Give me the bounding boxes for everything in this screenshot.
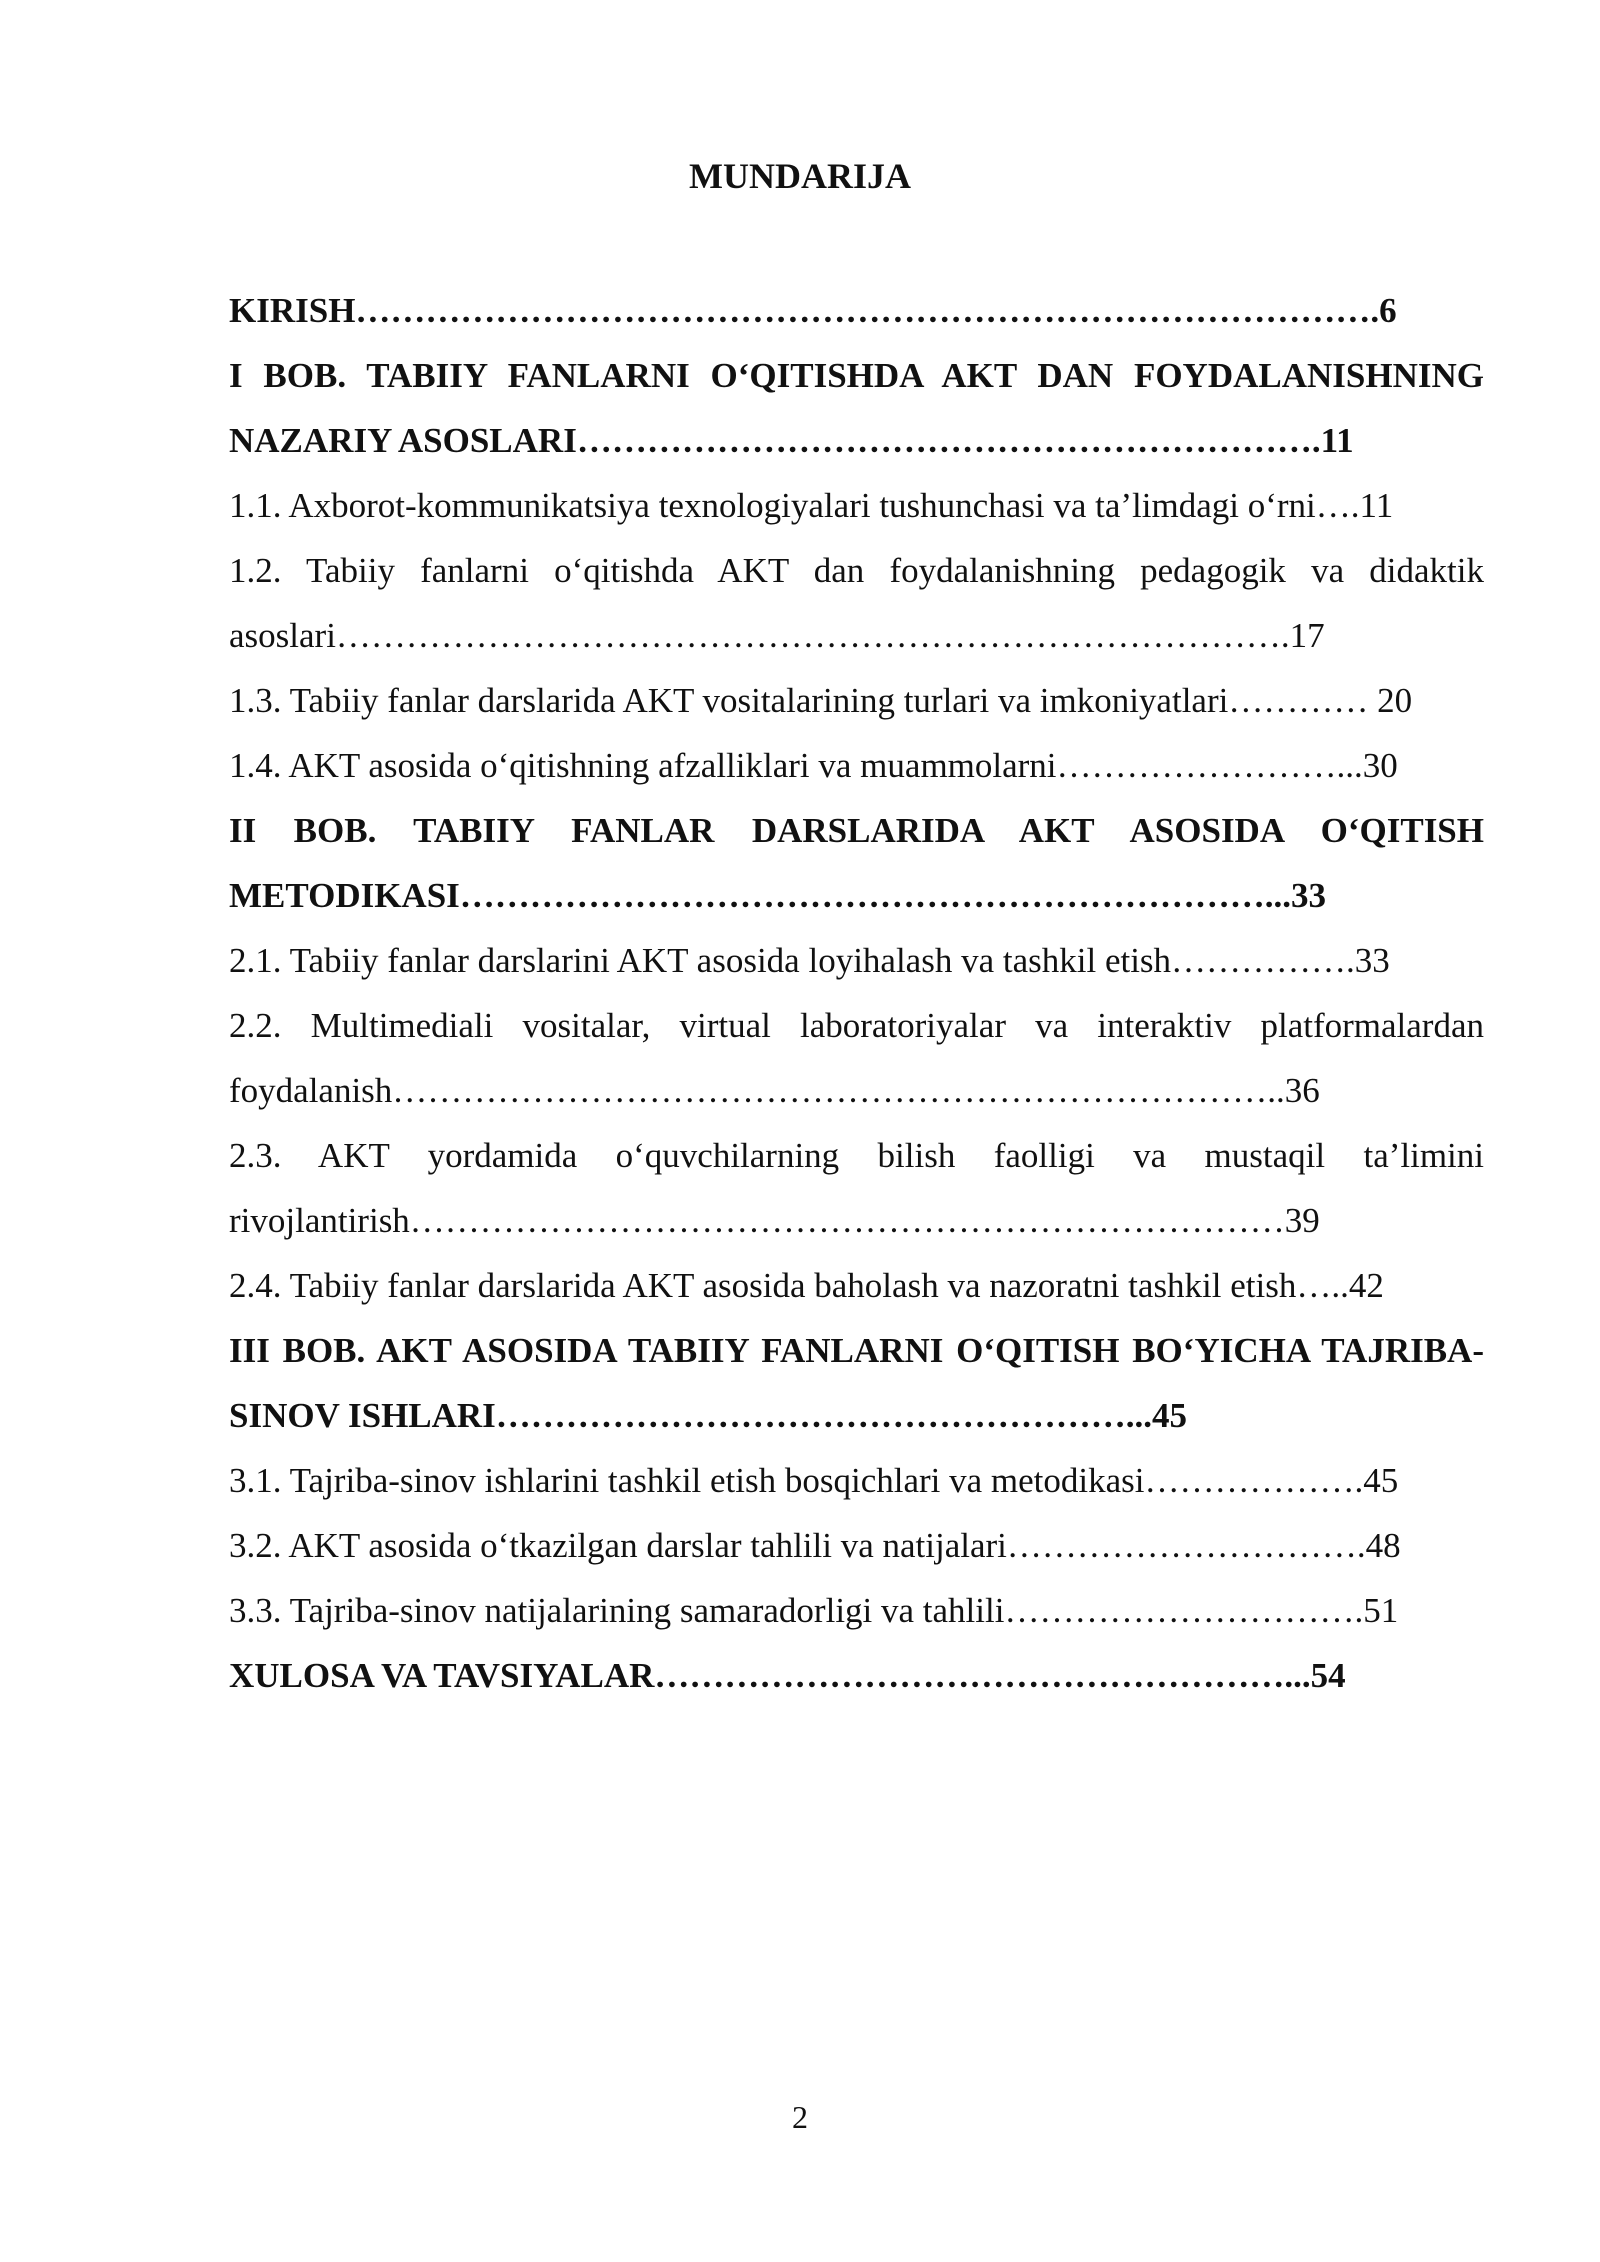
toc-entry-2-4: 2.4. Tabiiy fanlar darslarida AKT asosida baholash va nazoratni tashkil etish…..42 — [229, 1266, 1384, 1305]
toc-entry-3-2: 3.2. AKT asosida o‘tkazilgan darslar tahlili va natijalari………………………….48 — [229, 1526, 1401, 1565]
toc-entry-2-1: 2.1. Tabiiy fanlar darslarini AKT asosida loyihalash va tashkil etish…………….33 — [229, 941, 1390, 980]
toc-entry-1-2: 1.2. Tabiiy fanlarni o‘qitishda AKT dan foydalanishning pedagogik va didaktik asoslari……………………………………………………………………….17 — [229, 551, 1484, 655]
table-of-contents — [229, 278, 1484, 1708]
toc-entry-2-2: 2.2. Multimediali vositalar, virtual laboratoriyalar va interaktiv platformalardan foydalanish…………………………………………………………………..36 — [229, 1006, 1484, 1110]
toc-entry-3-3: 3.3. Tajriba-sinov natijalarining samaradorligi va tahlili………………………….51 — [229, 1591, 1399, 1630]
toc-entry-conclusion: XULOSA VA TAVSIYALAR………………………………………………...54 — [229, 1656, 1346, 1695]
toc-entry-chapter-2: II BOB. TABIIY FANLAR DARSLARIDA AKT ASOSIDA O‘QITISH METODIKASI……………………………………………………………...33 — [229, 811, 1484, 915]
toc-entry-kirish: KIRISH…………………………………………………………………………….6 — [229, 291, 1397, 330]
toc-entry-1-4: 1.4. AKT asosida o‘qitishning afzalliklari va muammolarni……………………...30 — [229, 746, 1398, 785]
toc-entry-chapter-1: I BOB. TABIIY FANLARNI O‘QITISHDA AKT DAN FOYDALANISHNING NAZARIY ASOSLARI……………………………………………………….11 — [229, 356, 1484, 460]
toc-entry-2-3: 2.3. AKT yordamida o‘quvchilarning bilish faolligi va mustaqil ta’limini rivojlantirish…………………………………………………………………39 — [229, 1136, 1484, 1240]
toc-entry-1-3: 1.3. Tabiiy fanlar darslarida AKT vositalarining turlari va imkoniyatlari………… 20 — [229, 681, 1413, 720]
toc-entry-3-1: 3.1. Tajriba-sinov ishlarini tashkil etish bosqichlari va metodikasi……………….45 — [229, 1461, 1399, 1500]
page-number: 2 — [792, 2099, 808, 2135]
toc-entry-1-1: 1.1. Axborot-kommunikatsiya texnologiyalari tushunchasi va ta’limdagi o‘rni….11 — [229, 486, 1394, 525]
toc-entry-chapter-3: III BOB. AKT ASOSIDA TABIIY FANLARNI O‘QITISH BO‘YICHA TAJRIBA-SINOV ISHLARI………………………………………………...45 — [229, 1331, 1484, 1435]
document-title: MUNDARIJA — [689, 156, 911, 196]
